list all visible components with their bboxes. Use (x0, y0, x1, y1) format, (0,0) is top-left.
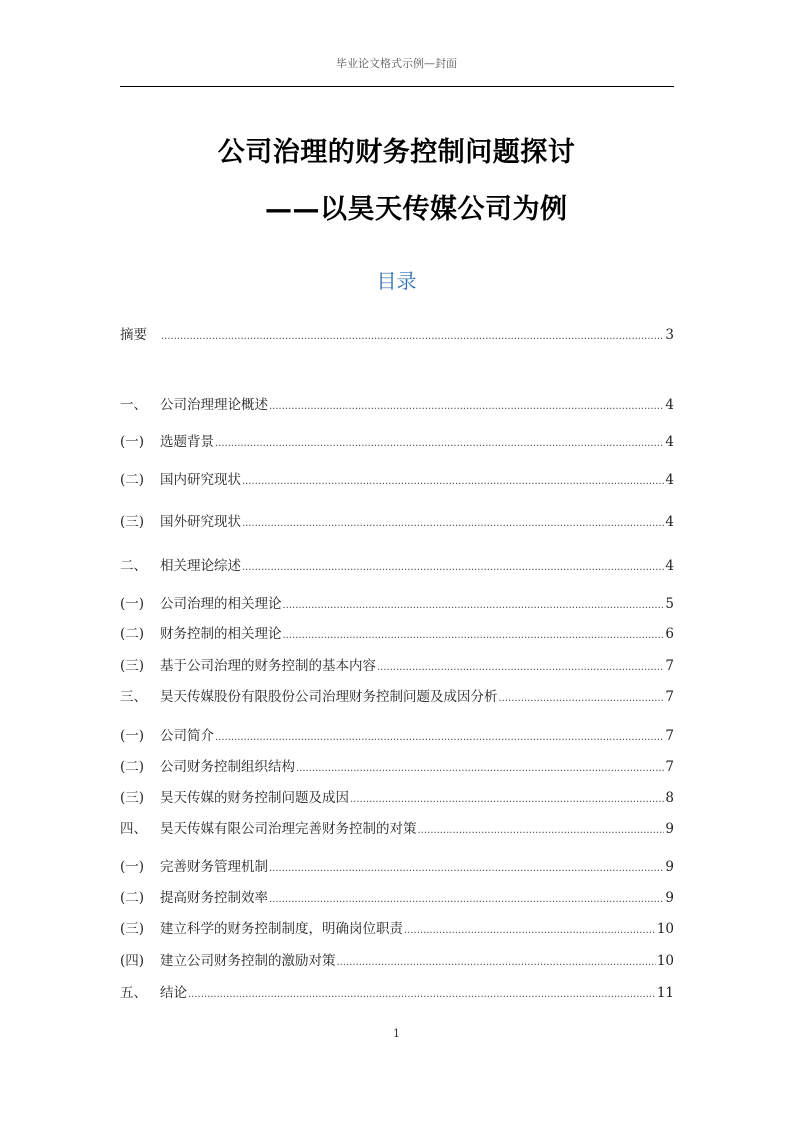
toc-entry[interactable] (120, 656, 674, 676)
toc-entry[interactable] (120, 470, 674, 490)
toc-entry-page: 7 (665, 658, 674, 674)
toc-entry-number: 四、 (120, 821, 147, 837)
toc-entry-number: 一、 (120, 397, 147, 413)
toc-leader-dots (499, 687, 665, 709)
document-subtitle: ——以昊天传媒公司为例 (265, 194, 568, 225)
toc-entry-label: 完善财务管理机制 (160, 859, 268, 875)
toc-leader-dots (337, 951, 656, 973)
toc-entry-page: 9 (665, 859, 674, 875)
toc-entry-label: 财务控制的相关理论 (160, 626, 282, 642)
toc-entry-number: (一) (120, 859, 145, 875)
toc-entry-label: 提高财务控制效率 (160, 890, 268, 906)
toc-entry-page: 10 (656, 921, 674, 937)
toc-entry-page: 4 (665, 472, 674, 488)
toc-entry-number: (三) (120, 790, 145, 806)
toc-leader-dots (215, 726, 664, 748)
toc-entry-number: (四) (120, 953, 145, 969)
toc-entry-number: 五、 (120, 985, 147, 1001)
toc-entry[interactable] (120, 395, 674, 415)
toc-leader-dots (296, 757, 664, 779)
toc-entry-page: 8 (665, 790, 674, 806)
toc-entry-label: 公司财务控制组织结构 (160, 759, 295, 775)
toc-leader-dots (418, 819, 665, 841)
toc-entry-page: 4 (665, 397, 674, 413)
toc-entry-number: (三) (120, 921, 145, 937)
toc-leader-dots (350, 788, 664, 810)
toc-leader-dots (283, 624, 665, 646)
toc-entry[interactable] (120, 983, 674, 1003)
toc-entry-number: (一) (120, 434, 145, 450)
toc-entry[interactable] (120, 819, 674, 839)
toc-entry[interactable] (120, 888, 674, 908)
toc-entry-page: 7 (665, 759, 674, 775)
toc-leader-dots (283, 594, 665, 616)
toc-leader-dots (242, 512, 664, 534)
toc-entry[interactable] (120, 594, 674, 614)
toc-entry-number: (一) (120, 728, 145, 744)
toc-entry-label: 建立公司财务控制的激励对策 (160, 953, 336, 969)
toc-entry[interactable] (120, 857, 674, 877)
toc-entry-number: (二) (120, 626, 145, 642)
toc-entry-page: 7 (665, 689, 674, 705)
toc-entry-number: 二、 (120, 558, 147, 574)
toc-entry-label: 昊天传媒股份有限股份公司治理财务控制问题及成因分析 (160, 689, 498, 705)
toc-leader-dots (242, 470, 664, 492)
toc-entry-label: 建立科学的财务控制制度，明确岗位职责 (160, 921, 403, 937)
toc-entry-label: 相关理论综述 (160, 558, 241, 574)
toc-entry[interactable] (120, 757, 674, 777)
toc-entry[interactable] (120, 951, 674, 971)
toc-entry[interactable] (120, 726, 674, 746)
toc-entry-abstract[interactable] (120, 325, 674, 345)
toc-entry-page: 6 (665, 626, 674, 642)
toc-entry-number: (二) (120, 759, 145, 775)
toc-entry-label: 公司治理理论概述 (160, 397, 268, 413)
toc-leader-dots (215, 432, 664, 454)
toc-entry-label: 结论 (160, 985, 187, 1001)
toc-entry[interactable] (120, 788, 674, 808)
toc-entry[interactable] (120, 624, 674, 644)
toc-entry[interactable] (120, 556, 674, 576)
toc-entry-label: 昊天传媒有限公司治理完善财务控制的对策 (160, 821, 417, 837)
toc-entry-page: 10 (656, 953, 674, 969)
page-number: 1 (393, 1027, 400, 1040)
toc-entry-number: (三) (120, 514, 145, 530)
toc-entry-label: 选题背景 (160, 434, 214, 450)
toc-leader-dots (161, 325, 664, 347)
toc-entry-number: (三) (120, 658, 145, 674)
toc-leader-dots (377, 656, 664, 678)
toc-entry-page: 4 (665, 558, 674, 574)
toc-heading: 目录 (376, 269, 417, 293)
toc-entry-number: (二) (120, 890, 145, 906)
toc-entry[interactable] (120, 432, 674, 452)
toc-entry-page: 3 (665, 327, 674, 343)
toc-entry-label: 国内研究现状 (160, 472, 241, 488)
toc-entry-page: 9 (665, 821, 674, 837)
toc-entry-label: 国外研究现状 (160, 514, 241, 530)
toc-entry-page: 5 (665, 596, 674, 612)
toc-entry-page: 11 (656, 985, 674, 1001)
toc-leader-dots (404, 919, 656, 941)
toc-leader-dots (188, 983, 656, 1005)
toc-leader-dots (242, 556, 664, 578)
toc-entry-page: 4 (665, 514, 674, 530)
toc-entry-label: 公司简介 (160, 728, 214, 744)
toc-entry[interactable] (120, 512, 674, 532)
toc-entry-label: 昊天传媒的财务控制问题及成因 (160, 790, 349, 806)
toc-entry[interactable] (120, 919, 674, 939)
running-header: 毕业论文格式示例—封面 (336, 57, 457, 70)
toc-entry-label: 公司治理的相关理论 (160, 596, 282, 612)
toc-entry-number: (二) (120, 472, 145, 488)
header-divider (120, 86, 674, 87)
toc-entry-page: 4 (665, 434, 674, 450)
toc-entry-page: 7 (665, 728, 674, 744)
toc-entry-page: 9 (665, 890, 674, 906)
toc-entry-label: 基于公司治理的财务控制的基本内容 (160, 658, 376, 674)
toc-leader-dots (269, 888, 664, 910)
toc-entry-number: (一) (120, 596, 145, 612)
toc-entry-number: 三、 (120, 689, 147, 705)
toc-entry[interactable] (120, 687, 674, 707)
toc-leader-dots (269, 395, 664, 417)
toc-leader-dots (269, 857, 664, 879)
document-title: 公司治理的财务控制问题探讨 (217, 137, 576, 168)
toc-entry-number: 摘要 (120, 327, 147, 343)
